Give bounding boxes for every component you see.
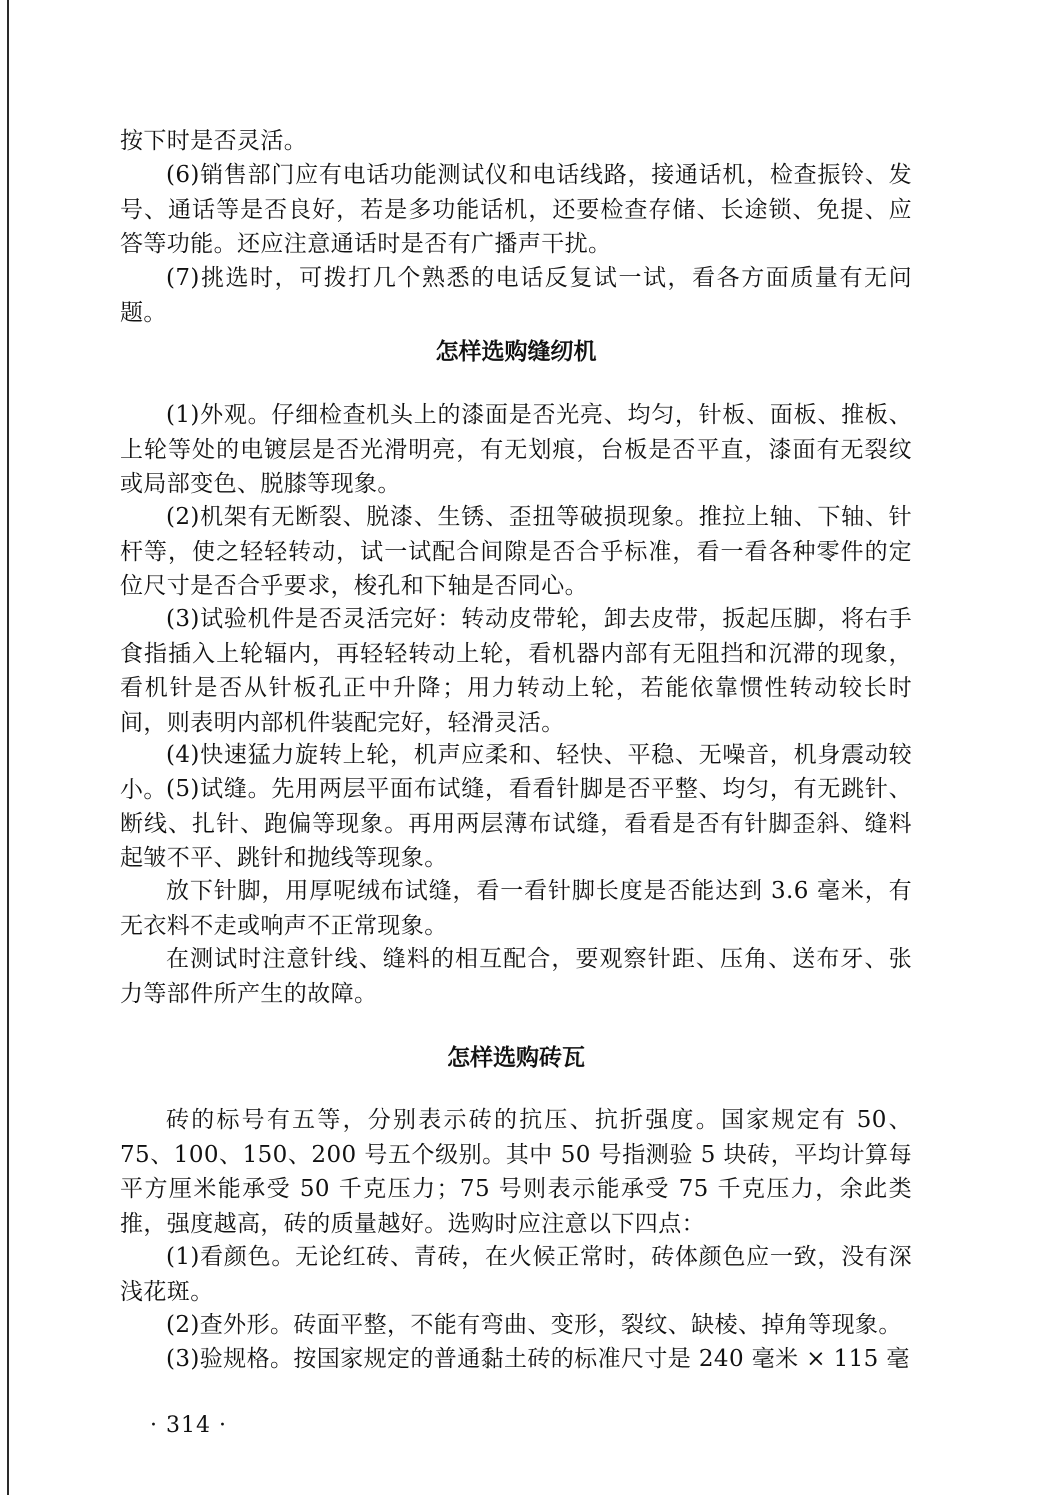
- sewing-item-1: (1)外观。仔细检查机头上的漆面是否光亮、均匀，针板、面板、推板、上轮等处的电镀层是否光滑明亮，有无划痕，台板是否平直，漆面有无裂纹或局部变色、脱膝等现象。: [120, 402, 912, 497]
- bricks-intro: 砖的标号有五等，分别表示砖的抗压、抗折强度。国家规定有 50、75、100、150、200 号五个级别。其中 50 号指测验 5 块砖，平均计算每平方厘米能承受 50 千克压力；75 号则表示能承受 75 千克压力，余此类推，强度越高，砖的质量越好。选购时应注意以下四点：: [120, 1107, 912, 1237]
- bricks-item-2: (2)查外形。砖面平整，不能有弯曲、变形，裂纹、缺棱、掉角等现象。: [166, 1312, 902, 1338]
- sewing-note-stitch: 放下针脚，用厚呢绒布试缝，看一看针脚长度是否能达到 3.6 毫米，有无衣料不走或响声不正常现象。: [120, 878, 912, 939]
- phone-item-6: (6)销售部门应有电话功能测试仪和电话线路，接通话机，检查振铃、发号、通话等是否良好，若是多功能话机，还要检查存储、长途锁、免提、应答等功能。还应注意通话时是否有广播声干扰。: [120, 162, 912, 257]
- scan-edge-line: [7, 0, 9, 1495]
- continuation-text: 按下时是否灵活。: [120, 128, 308, 154]
- sewing-item-4: (4)快速猛力旋转上轮，机声应柔和、轻快、平稳、无噪音，机身震动较小。: [120, 742, 912, 803]
- section-heading-sewing-machine: 怎样选购缝纫机: [435, 339, 597, 365]
- sewing-item-5: (5)试缝。先用两层平面布试缝，看看针脚是否平整、均匀，有无跳针、断线、扎针、跑偏等现象。再用两层薄布试缝，看看是否有针脚歪斜、缝料起皱不平、跳针和抛线等现象。: [120, 776, 912, 871]
- bricks-item-1: (1)看颜色。无论红砖、青砖，在火候正常时，砖体颜色应一致，没有深浅花斑。: [120, 1244, 912, 1305]
- sewing-item-2: (2)机架有无断裂、脱漆、生锈、歪扭等破损现象。推拉上轴、下轴、针杆等，使之轻轻转动，试一试配合间隙是否合乎标准，看一看各种零件的定位尺寸是否合乎要求，梭孔和下轴是否同心。: [120, 504, 912, 599]
- page-number: · 314 ·: [150, 1413, 227, 1438]
- book-page: [120, 0, 912, 1495]
- sewing-item-3: (3)试验机件是否灵活完好：转动皮带轮，卸去皮带，扳起压脚，将右手食指插入上轮辐内，再轻轻转动上轮，看机器内部有无阻挡和沉滞的现象，看机针是否从针板孔正中升降；用力转动上轮，若能依靠惯性转动较长时间，则表明内部机件装配完好，轻滑灵活。: [120, 606, 912, 736]
- phone-item-7: (7)挑选时，可拨打几个熟悉的电话反复试一试，看各方面质量有无问题。: [120, 265, 912, 326]
- section-heading-bricks: 怎样选购砖瓦: [447, 1045, 585, 1071]
- sewing-note-testing: 在测试时注意针线、缝料的相互配合，要观察针距、压角、送布牙、张力等部件所产生的故障。: [120, 946, 912, 1007]
- bricks-item-3: (3)验规格。按国家规定的普通黏土砖的标准尺寸是 240 毫米 × 115 毫: [166, 1346, 910, 1372]
